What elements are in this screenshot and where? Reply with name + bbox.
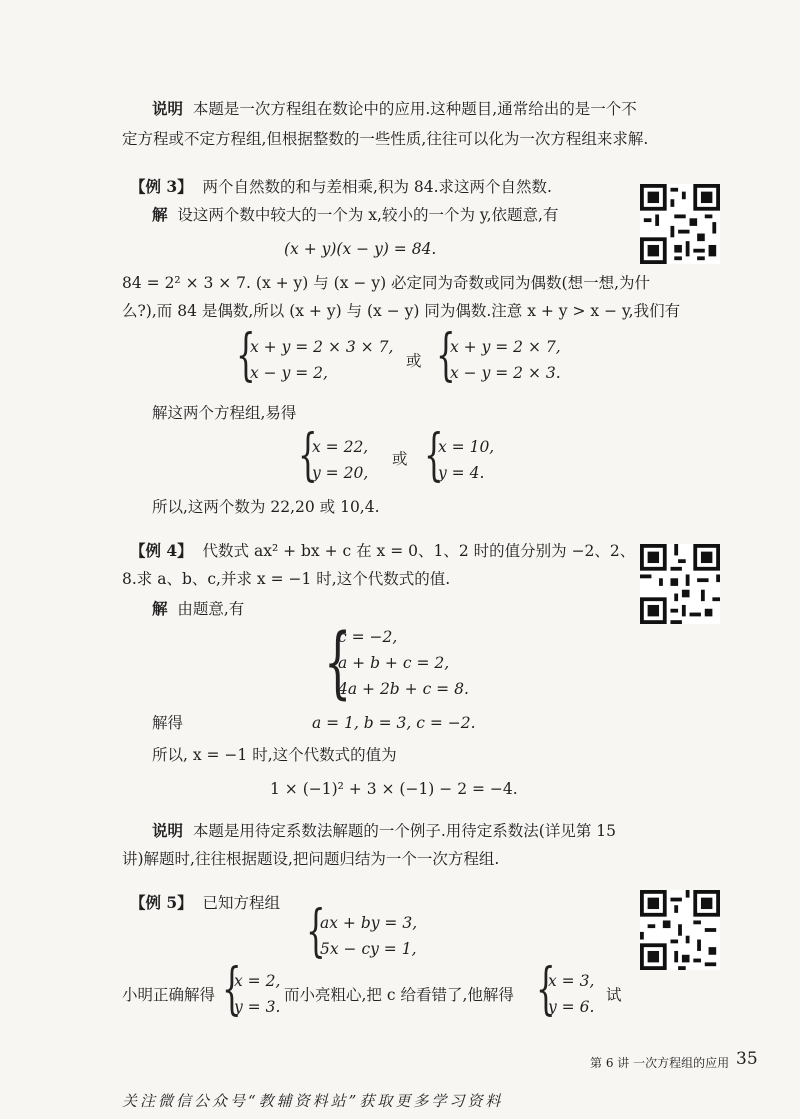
ex3-solA-2: y = 20, (312, 464, 369, 482)
brace-left: { (236, 323, 256, 388)
ex4-result: 1 × (−1)² + 3 × (−1) − 2 = −4. (270, 780, 518, 798)
ex4-sys-3: 4a + 2b + c = 8. (338, 680, 469, 698)
ex5-sysB-2: y = 6. (548, 998, 595, 1016)
brace-left: { (536, 957, 556, 1022)
ex4-sol-label: 解 (152, 599, 168, 618)
ex5-line-a: 小明正确解得 (122, 986, 216, 1004)
ex3-sysB-1: x + y = 2 × 7, (450, 338, 561, 356)
note2-line1 (152, 820, 616, 842)
ex4-question1: 代数式 ax² + bx + c 在 x = 0、1、2 时的值分别为 −2、2、 (202, 542, 636, 560)
ex3-line4: 解这两个方程组,易得 (152, 404, 297, 422)
ex4-solved-label: 解得 (152, 714, 184, 732)
qr-code-icon (640, 890, 720, 970)
ex3-line3: 么?),而 84 是偶数,所以 (x + y) 与 (x − y) 同为偶数.注意 x + y > x − y,我们有 (122, 302, 681, 320)
ex3-or2: 或 (392, 450, 408, 468)
footer-chapter: 第 6 讲 一次方程组的应用 (590, 1056, 730, 1070)
page-number: 35 (736, 1049, 758, 1069)
watermark-note: 关注微信公众号“教辅资料站”获取更多学习资料 (122, 1092, 504, 1110)
ex5-line-c: 试 (606, 986, 622, 1004)
brace-left: { (298, 423, 318, 488)
note2-label: 说明 (152, 821, 184, 840)
ex4-sys-2: a + b + c = 2, (338, 654, 450, 672)
ex5-question: 已知方程组 (202, 894, 281, 912)
ex4-question-line (130, 540, 635, 562)
ex5-sysA-2: y = 3. (234, 998, 281, 1016)
ex3-sol-label: 解 (152, 205, 168, 224)
note1-line1 (152, 98, 637, 120)
ex4-sys-1: c = −2, (338, 628, 398, 646)
ex4-question2: 8.求 a、b、c,并求 x = −1 时,这个代数式的值. (122, 570, 451, 588)
ex4-label: 【例 4】 (130, 541, 193, 560)
ex4-solved: a = 1, b = 3, c = −2. (312, 714, 476, 732)
ex3-question: 两个自然数的和与差相乘,积为 84.求这两个自然数. (202, 178, 552, 196)
ex5-sysA-1: x = 2, (234, 972, 281, 990)
ex5-line-b: 而小亮粗心,把 c 给看错了,他解得 (284, 986, 514, 1004)
brace-left: { (436, 323, 456, 388)
ex3-sysB-2: x − y = 2 × 3. (450, 364, 561, 382)
ex5-label: 【例 5】 (130, 893, 193, 912)
ex4-sol-text: 由题意,有 (177, 600, 245, 618)
ex5-sys-2: 5x − cy = 1, (320, 940, 417, 958)
ex4-line-so: 所以, x = −1 时,这个代数式的值为 (152, 746, 397, 764)
note1-text1: 本题是一次方程组在数论中的应用.这种题目,通常给出的是一个不 (192, 100, 637, 118)
ex3-or1: 或 (406, 352, 422, 370)
ex3-solA-1: x = 22, (312, 438, 369, 456)
ex3-sysA-2: x − y = 2, (250, 364, 328, 382)
ex3-question-line (130, 176, 552, 198)
brace-left: { (222, 957, 242, 1022)
qr-code-icon (640, 544, 720, 624)
note2-text2: 讲)解题时,往往根据题设,把问题归结为一个一次方程组. (122, 850, 500, 868)
ex5-sys-1: ax + by = 3, (320, 914, 418, 932)
ex3-conclusion: 所以,这两个数为 22,20 或 10,4. (152, 498, 380, 516)
brace-left: { (324, 618, 352, 708)
note2-text1: 本题是用待定系数法解题的一个例子.用待定系数法(详见第 15 (192, 822, 617, 840)
brace-left: { (306, 899, 326, 964)
note1-label: 说明 (152, 99, 184, 118)
ex3-solB-2: y = 4. (438, 464, 485, 482)
ex5-question-line (130, 892, 280, 914)
qr-code-icon (640, 184, 720, 264)
ex3-solution-line (152, 204, 558, 226)
ex5-sysB-1: x = 3, (548, 972, 595, 990)
ex3-sol-text: 设这两个数中较大的一个为 x,较小的一个为 y,依题意,有 (177, 206, 559, 224)
ex3-sysA-1: x + y = 2 × 3 × 7, (250, 338, 394, 356)
ex3-line2: 84 = 2² × 3 × 7. (x + y) 与 (x − y) 必定同为奇数或同为偶数(想一想,为什 (122, 274, 651, 292)
brace-left: { (424, 423, 444, 488)
ex4-solution-line (152, 598, 244, 620)
ex3-label: 【例 3】 (130, 177, 193, 196)
note1-text2: 定方程或不定方程组,但根据整数的一些性质,往往可以化为一次方程组来求解. (122, 130, 649, 148)
ex3-solB-1: x = 10, (438, 438, 495, 456)
ex3-equation: (x + y)(x − y) = 84. (284, 240, 437, 258)
